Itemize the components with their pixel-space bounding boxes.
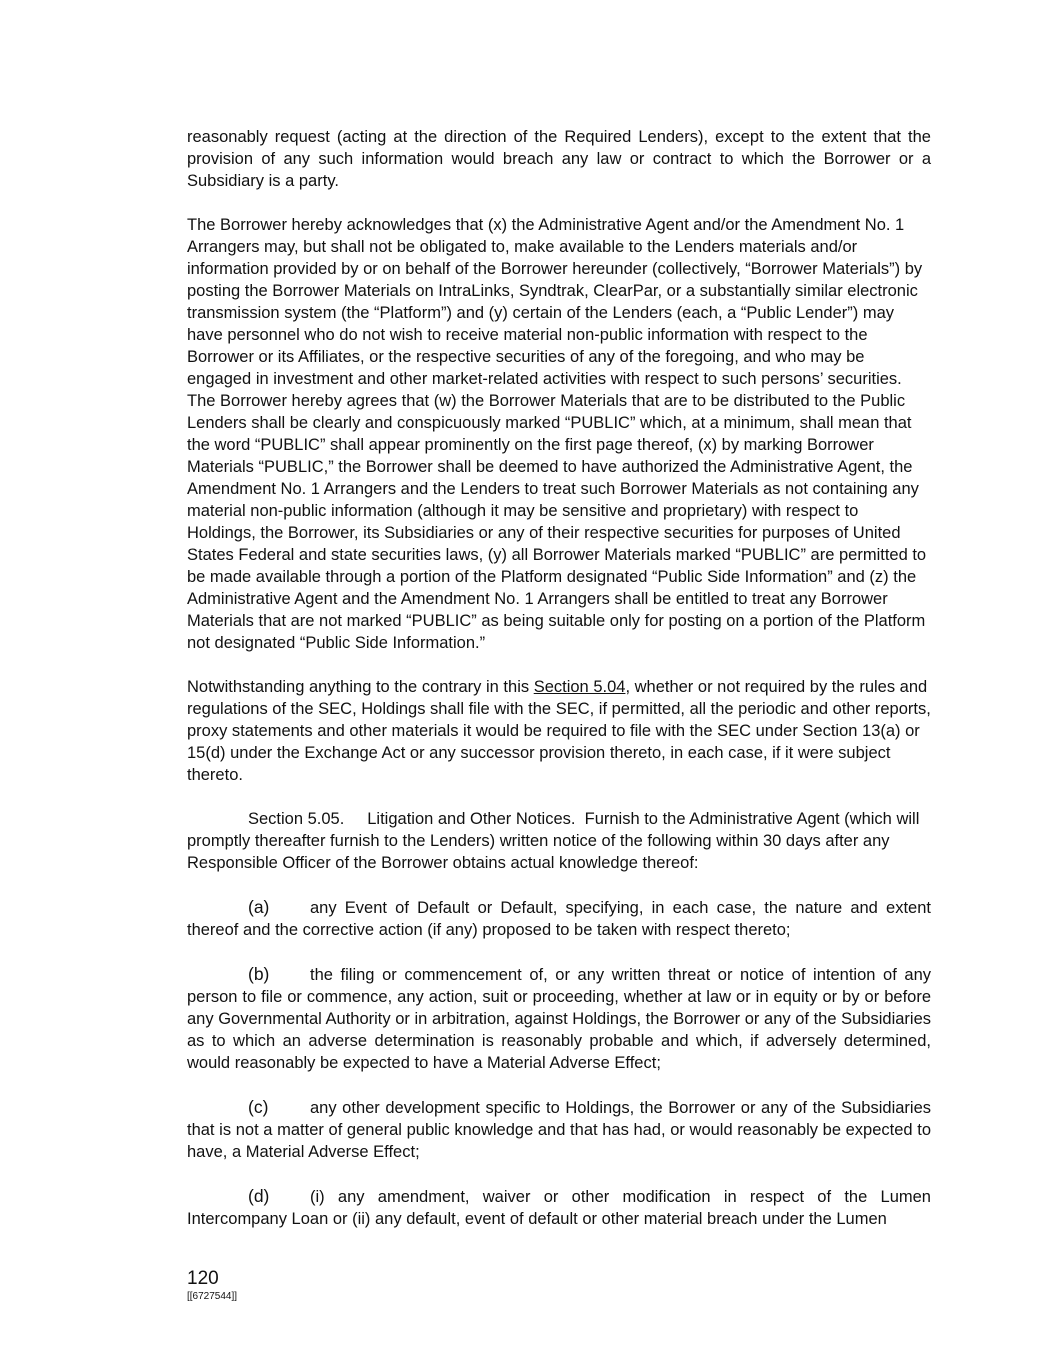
paragraph-continuation: reasonably request (acting at the direction of the Required Lenders), except to the extent that the provision of any such information would breach any law or contract to which the Borrower or a Subsidiary is a party.	[187, 128, 931, 190]
list-text-d: (i) any amendment, waiver or other modification in respect of the Lumen Intercompany Loan or (ii) any default, event of default or other material breach under the Lumen	[187, 1188, 931, 1228]
paragraph-sec-filings	[187, 676, 931, 786]
list-marker-d: (d)	[248, 1186, 270, 1206]
text-before-link: Notwithstanding anything to the contrary in this	[187, 678, 534, 696]
page-footer	[187, 1268, 237, 1304]
list-text-a: any Event of Default or Default, specifying, in each case, the nature and extent thereof and the corrective action (if any) proposed to be taken with respect thereto;	[187, 899, 931, 939]
section-5-05-heading-paragraph	[187, 808, 931, 874]
list-marker-a: (a)	[248, 897, 270, 917]
section-title: Litigation and Other Notices.	[367, 810, 576, 828]
document-body	[187, 126, 931, 1252]
paragraph-borrower-materials: The Borrower hereby acknowledges that (x) the Administrative Agent and/or the Amendment No. 1 Arrangers may, but shall not be obligated to, make available to the Lenders materials and/or information provided by or on behalf of the Borrower hereunder (collectively, “Borrower Materials”) by posting the Borrower Materials on IntraLinks, Syndtrak, ClearPar, or a substantially similar electronic transmission system (the “Platform”) and (y) certain of the Lenders (each, a “Public Lender”) may have personnel who do not wish to receive material non-public information with respect to the Borrower or its Affiliates, or the respective securities of any of the foregoing, and who may be engaged in investment and other market-related activities with respect to such persons’ securities. The Borrower hereby agrees that (w) the Borrower Materials that are to be distributed to the Public Lenders shall be clearly and conspicuously marked “PUBLIC” which, at a minimum, shall mean that the word “PUBLIC” shall appear prominently on the first page thereof, (x) by marking Borrower Materials “PUBLIC,” the Borrower shall be deemed to have authorized the Administrative Agent, the Amendment No. 1 Arrangers and the Lenders to treat such Borrower Materials as not containing any material non-public information (although it may be sensitive and proprietary) with respect to Holdings, the Borrower, its Subsidiaries or any of their respective securities for purposes of United States Federal and state securities laws, (y) all Borrower Materials marked “PUBLIC” are permitted to be made available through a portion of the Platform designated “Public Side Information” and (z) the Administrative Agent and the Amendment No. 1 Arrangers shall be entitled to treat any Borrower Materials that are not marked “PUBLIC” as being suitable only for posting on a portion of the Platform not designated “Public Side Information.”	[187, 216, 927, 652]
section-5-04-reference: Section 5.04	[533, 678, 626, 696]
list-item-c	[187, 1096, 931, 1163]
list-marker-c: (c)	[248, 1097, 269, 1117]
section-text: Furnish to the Administrative Agent (which will promptly thereafter furnish to the Lenders) written notice of the following within 30 days after any Responsible Officer of the Borrower obtains actual knowledge thereof:	[187, 810, 920, 872]
list-item-b	[187, 963, 931, 1074]
text-after-link: , whether or not required by the rules and regulations of the SEC, Holdings shall file with the SEC, if permitted, all the periodic and other reports, proxy statements and other materials it would be required to file with the SEC under Section 13(a) or 15(d) under the Exchange Act or any successor provision thereto, in each case, if it were subject thereto.	[187, 678, 931, 784]
list-item-a	[187, 896, 931, 941]
section-number: Section 5.05.	[248, 810, 345, 828]
list-marker-b: (b)	[248, 964, 270, 984]
document-id: [[6727544]]	[187, 1291, 238, 1302]
list-item-d	[187, 1185, 931, 1230]
list-text-c: any other development specific to Holdings, the Borrower or any of the Subsidiaries that is not a matter of general public knowledge and that has had, or would reasonably be expected to have, a Material Adverse Effect;	[187, 1099, 931, 1161]
list-text-b: the filing or commencement of, or any written threat or notice of intention of any person to file or commence, any action, suit or proceeding, whether at law or in equity or by or before any Governmental Authority or in arbitration, against Holdings, the Borrower or any of the Subsidiaries as to which an adverse determination is reasonably probable and which, if adversely determined, would reasonably be expected to have a Material Adverse Effect;	[187, 966, 931, 1072]
page-number: 120	[187, 1268, 219, 1289]
